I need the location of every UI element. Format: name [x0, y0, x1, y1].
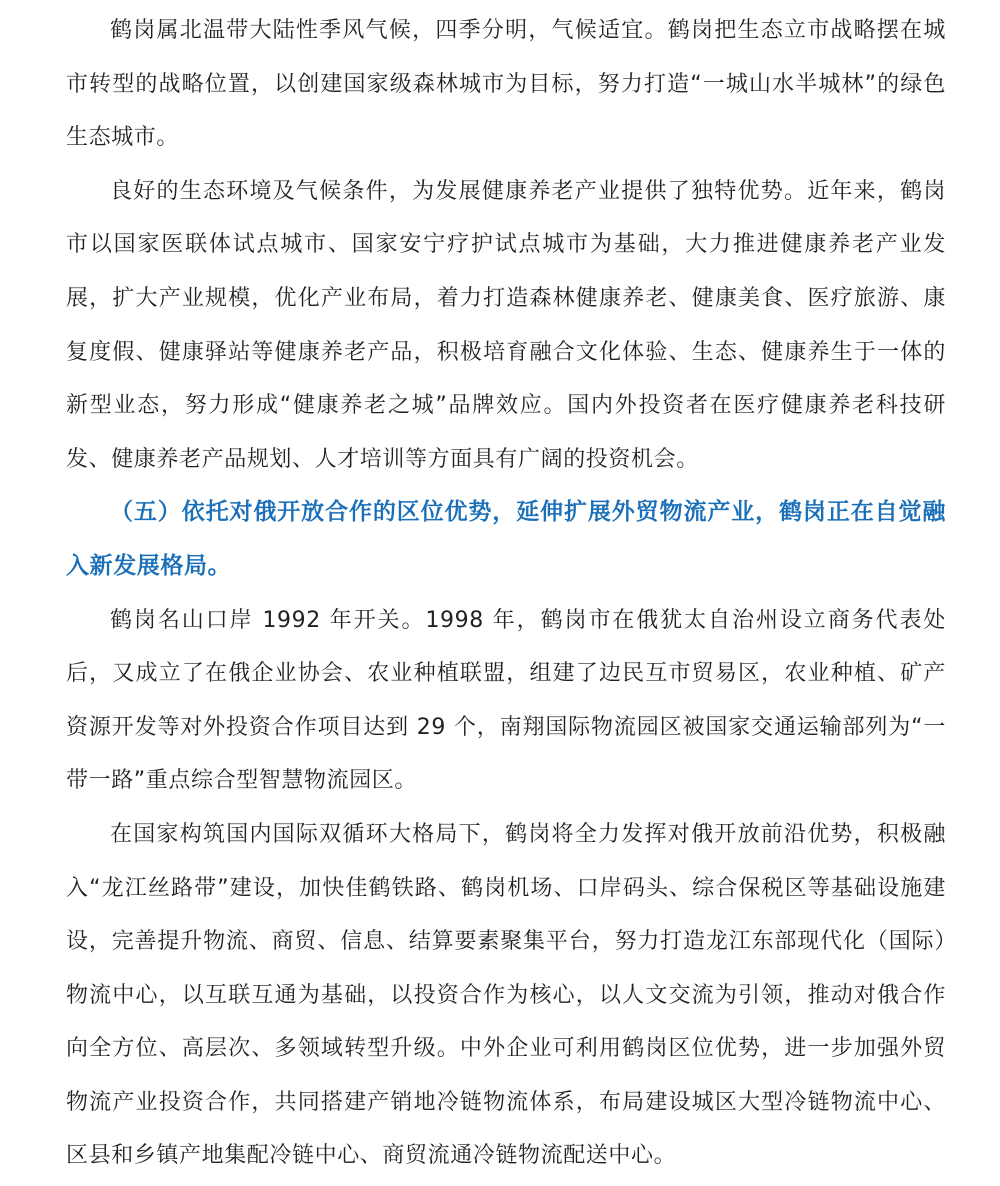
paragraph-climate: 鹤岗属北温带大陆性季风气候，四季分明，气候适宜。鹤岗把生态立市战略摆在城市转型的战略位置，以创建国家级森林城市为目标，努力打造“一城山水半城林”的绿色生态城市。 — [66, 18, 946, 151]
paragraph-port: 鹤岗名山口岸 1992 年开关。1998 年，鹤岗市在俄犹太自治州设立商务代表处后，又成立了在俄企业协会、农业种植联盟，组建了边民互市贸易区，农业种植、矿产资源开发等对外投资合作项目达到 29 个，南翔国际物流园区被国家交通运输部列为“一带一路”重点综合型智慧物流园区。 — [66, 607, 946, 794]
paragraph-dual-circulation: 在国家构筑国内国际双循环大格局下，鹤岗将全力发挥对俄开放前沿优势，积极融入“龙江丝路带”建设，加快佳鹤铁路、鹤岗机场、口岸码头、综合保税区等基础设施建设，完善提升物流、商贸、信息、结算要素聚集平台，努力打造龙江东部现代化（国际）物流中心，以互联互通为基础，以投资合作为核心，以人文交流为引领，推动对俄合作向全方位、高层次、多领域转型升级。中外企业可利用鹤岗区位优势，进一步加强外贸物流产业投资合作，共同搭建产销地冷链物流体系，布局建设城区大型冷链物流中心、区县和乡镇产地集配冷链中心、商贸流通冷链物流配送中心。 — [66, 821, 946, 1169]
section-heading-five: （五）依托对俄开放合作的区位优势，延伸扩展外贸物流产业，鹤岗正在自觉融入新发展格局。 — [66, 499, 946, 579]
paragraph-health-elderly-care: 良好的生态环境及气候条件，为发展健康养老产业提供了独特优势。近年来，鹤岗市以国家医联体试点城市、国家安宁疗护试点城市为基础，大力推进健康养老产业发展，扩大产业规模，优化产业布局，着力打造森林健康养老、健康美食、医疗旅游、康复度假、健康驿站等健康养老产品，积极培育融合文化体验、生态、健康养生于一体的新型业态，努力形成“健康养老之城”品牌效应。国内外投资者在医疗健康养老科技研发、健康养老产品规划、人才培训等方面具有广阔的投资机会。 — [66, 178, 946, 472]
document-page — [66, 4, 946, 1183]
